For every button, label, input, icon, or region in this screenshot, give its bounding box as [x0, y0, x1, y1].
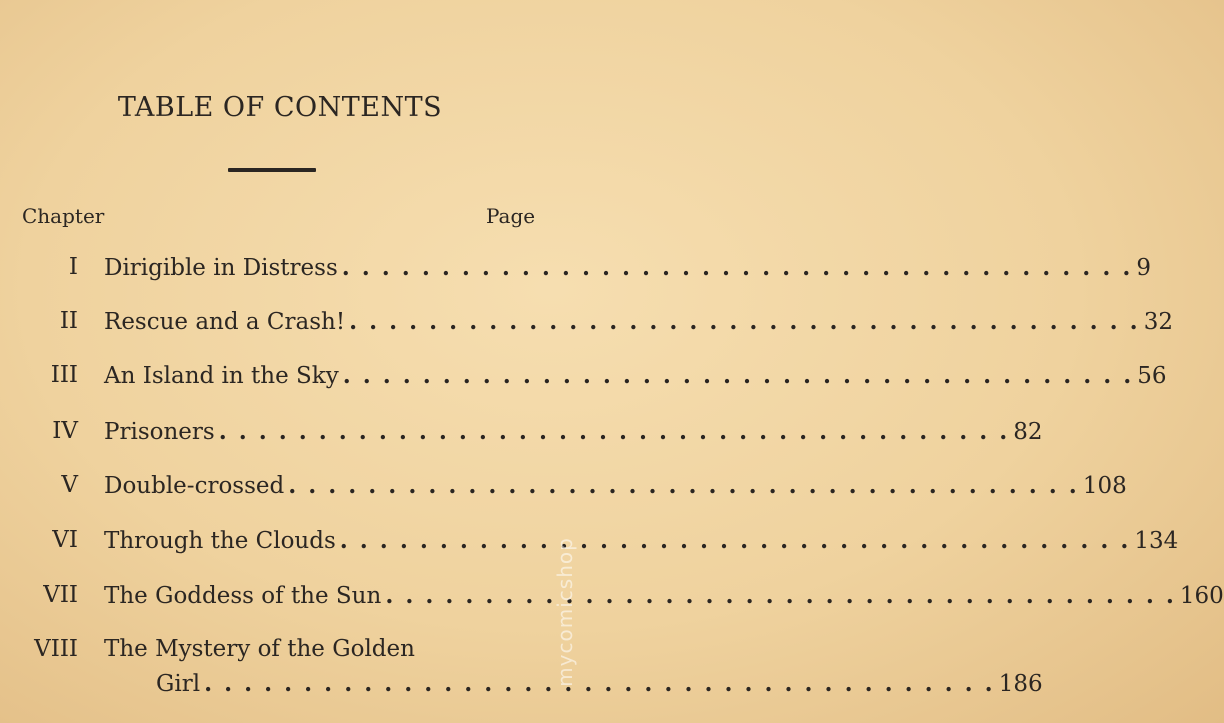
- dot-leader: . . . . . . . . . . . . . . . . . . . . . . . . . . . . . . . . . . . . . . . .: [342, 362, 1134, 389]
- chapter-title: An Island in the Sky: [104, 363, 339, 389]
- toc-entry-continuation: [0, 670, 1043, 710]
- page-number: 160: [1179, 583, 1224, 609]
- chapter-number: VIII: [34, 636, 78, 662]
- chapter-title: Prisoners: [104, 419, 215, 445]
- page-number: 56: [1137, 363, 1167, 389]
- chapter-number: IV: [52, 418, 78, 444]
- dot-leader: . . . . . . . . . . . . . . . . . . . . . . . . . . . . . . . . . . . . . . . .: [204, 670, 995, 697]
- entry-line: [104, 308, 1173, 335]
- page-number: 82: [1013, 419, 1043, 445]
- entry-line: [104, 254, 1151, 281]
- chapter-title: The Mystery of the Golden: [104, 636, 415, 662]
- dot-leader: . . . . . . . . . . . . . . . . . . . . . . . . . . . . . . . . . . . . . . . .: [218, 418, 1010, 445]
- chapter-number: II: [59, 308, 78, 334]
- dot-leader: . . . . . . . . . . . . . . . . . . . . . . . . . . . . . . . . . . . . . . . .: [339, 527, 1131, 554]
- chapter-number: I: [68, 254, 78, 280]
- chapter-title: Dirigible in Distress: [104, 255, 338, 281]
- entry-line: [156, 670, 1043, 697]
- dot-leader: . . . . . . . . . . . . . . . . . . . . . . . . . . . . . . . . . . . . . . . .: [288, 472, 1079, 499]
- entry-line: [104, 362, 1167, 389]
- entry-line: [104, 418, 1043, 445]
- chapter-title: The Goddess of the Sun: [104, 583, 382, 609]
- page-number: 108: [1082, 473, 1127, 499]
- page-column-header: Page: [486, 204, 536, 228]
- page-number: 9: [1136, 255, 1151, 281]
- toc-entry: [0, 472, 1127, 512]
- chapter-title: Rescue and a Crash!: [104, 309, 346, 335]
- page-number: 186: [998, 671, 1043, 697]
- title-rule: [228, 168, 316, 172]
- entry-line: [104, 527, 1179, 554]
- chapter-number: VI: [52, 527, 78, 553]
- chapter-number: VII: [43, 582, 78, 608]
- page-number: 32: [1143, 309, 1173, 335]
- chapter-title: Through the Clouds: [104, 528, 336, 554]
- page-number: 134: [1134, 528, 1179, 554]
- toc-entry: [0, 254, 1151, 294]
- watermark: mycomicshop: [553, 537, 578, 687]
- toc-entry: [0, 527, 1179, 567]
- entry-line: [104, 582, 1224, 609]
- chapter-title: Double-crossed: [104, 473, 285, 499]
- dot-leader: . . . . . . . . . . . . . . . . . . . . . . . . . . . . . . . . . . . . . . . .: [341, 254, 1133, 281]
- toc-entry: [0, 308, 1173, 348]
- toc-entry: [0, 582, 1224, 622]
- dot-leader: . . . . . . . . . . . . . . . . . . . . . . . . . . . . . . . . . . . . . . . .: [385, 582, 1176, 609]
- page-title: TABLE OF CONTENTS: [117, 92, 443, 123]
- chapter-number: V: [61, 472, 78, 498]
- chapter-title-continuation: Girl: [156, 671, 201, 697]
- toc-entry: [0, 362, 1167, 402]
- toc-entry: [0, 418, 1043, 458]
- entry-line: [104, 472, 1127, 499]
- dot-leader: . . . . . . . . . . . . . . . . . . . . . . . . . . . . . . . . . . . . . . . .: [349, 308, 1140, 335]
- chapter-column-header: Chapter: [22, 204, 105, 228]
- chapter-number: III: [50, 362, 78, 388]
